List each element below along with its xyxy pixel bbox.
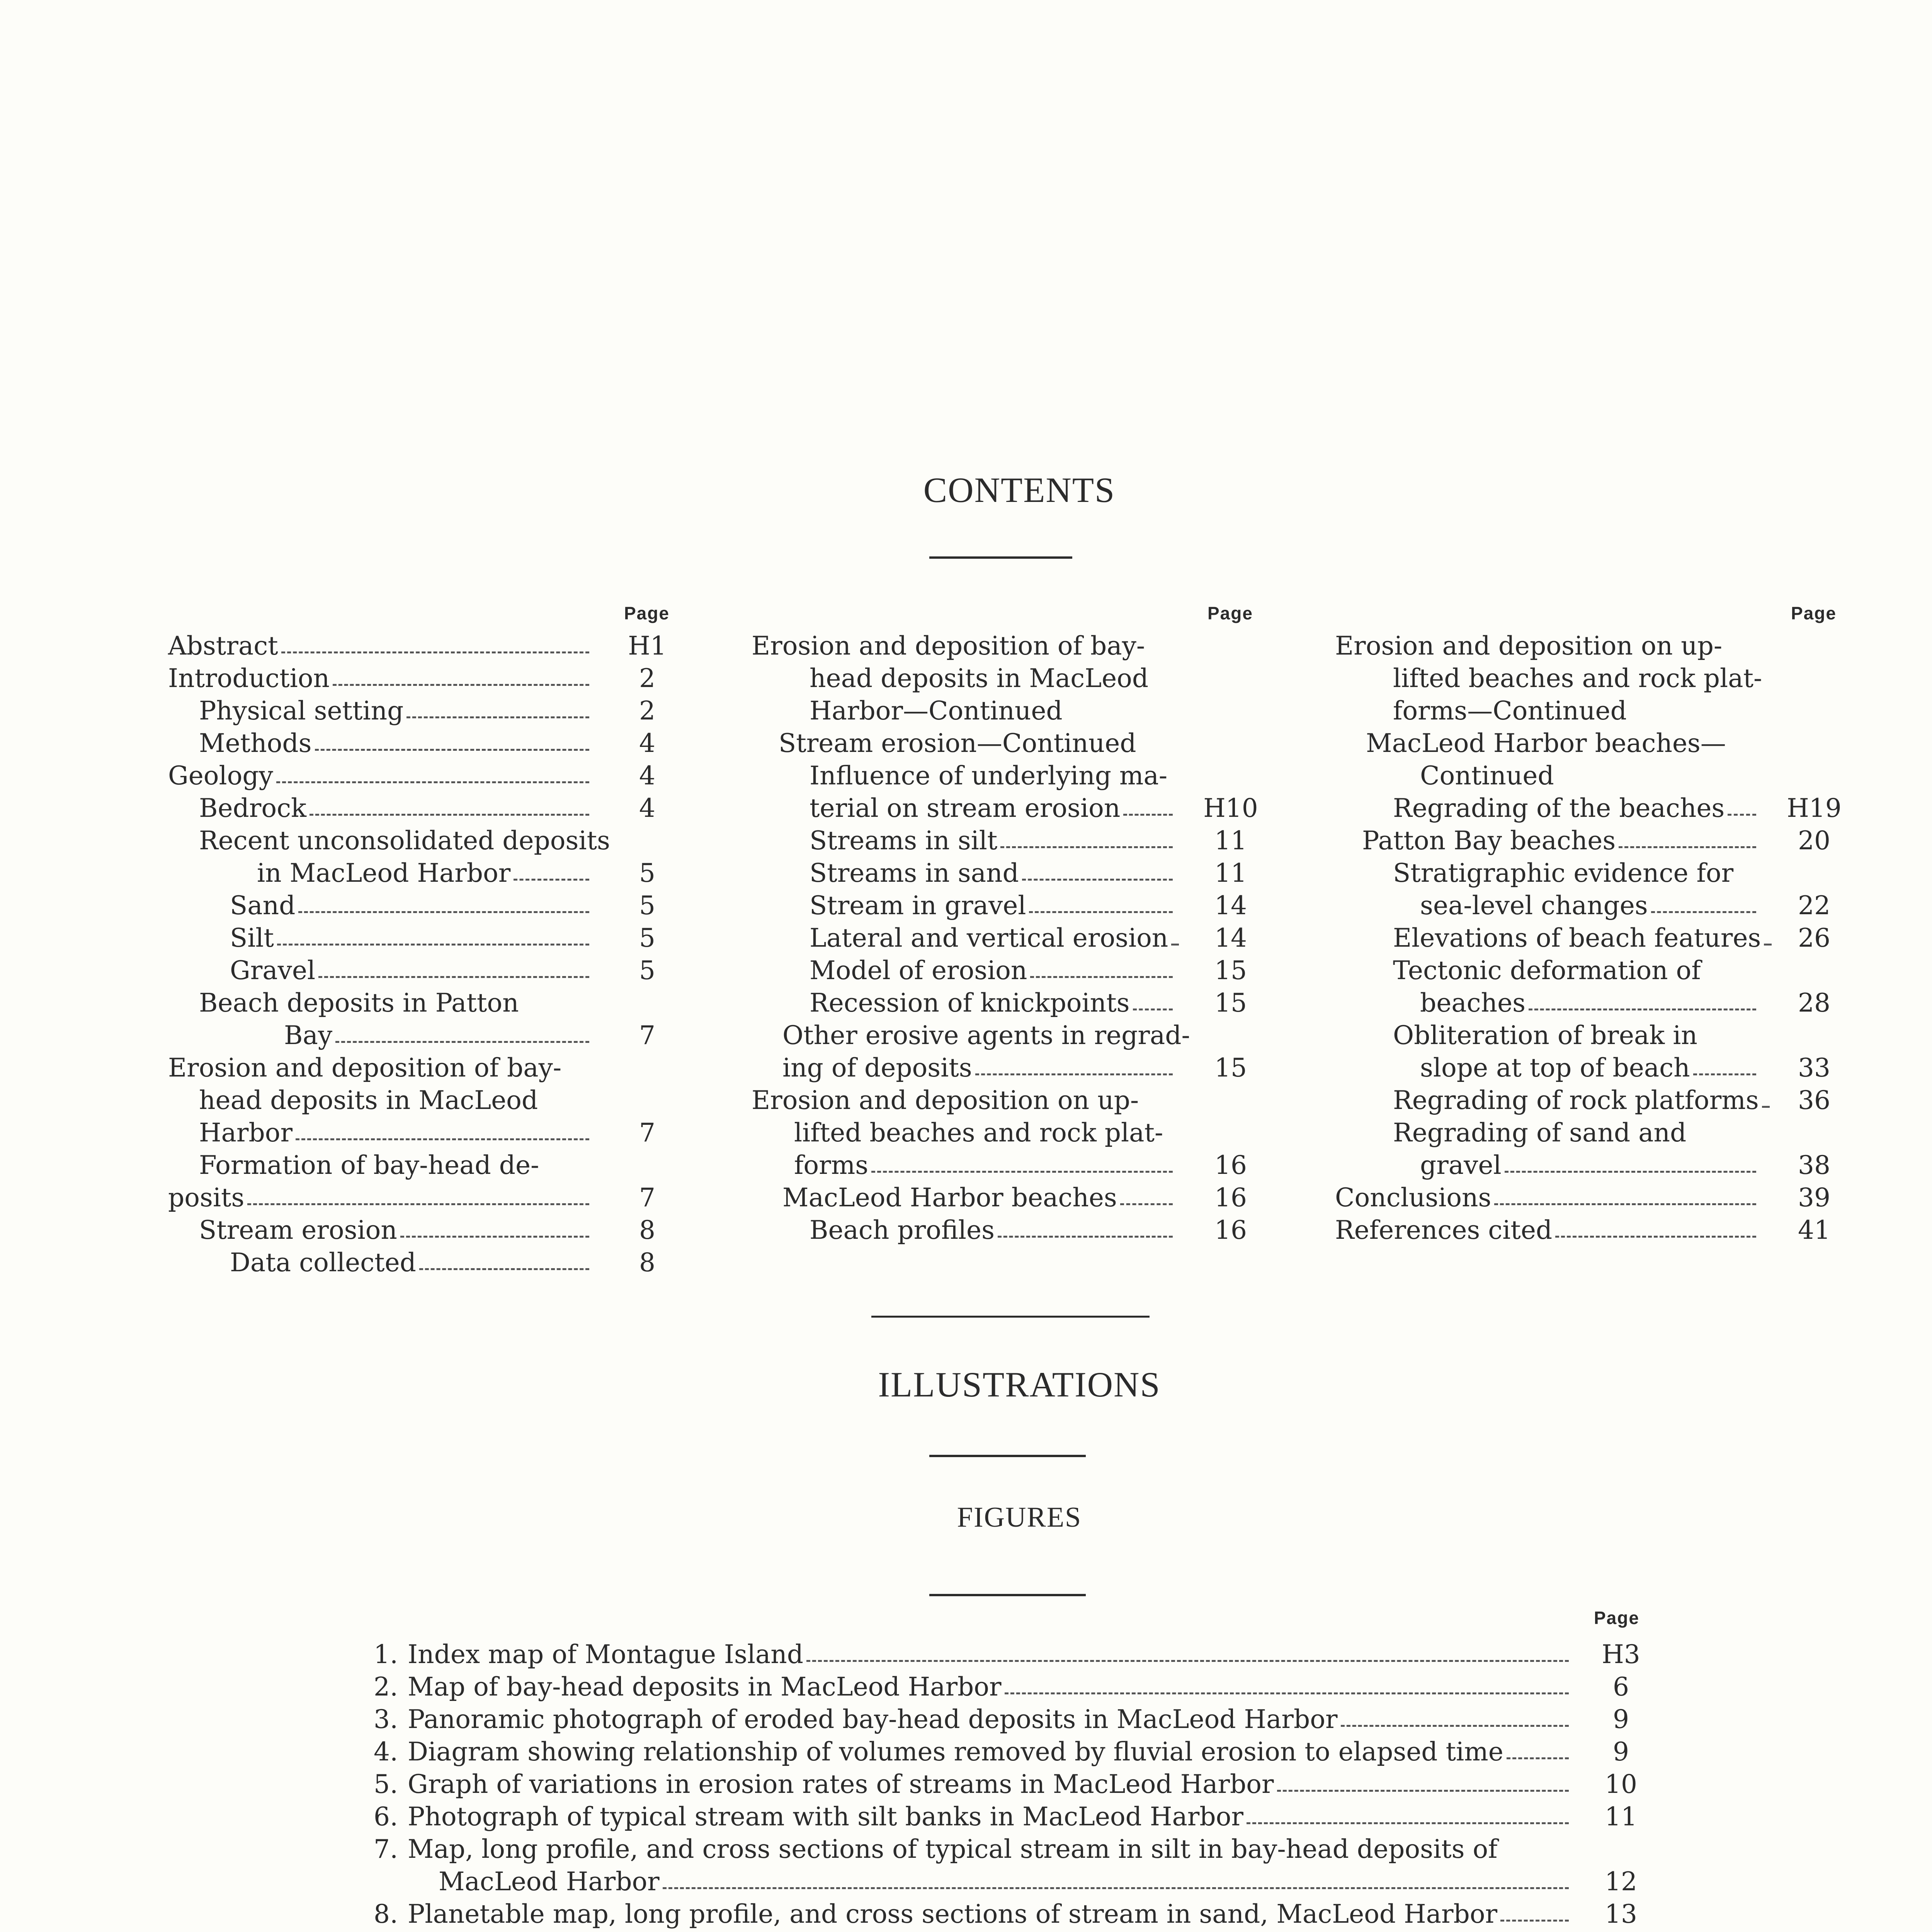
- figure-page-number: H3: [1602, 1639, 1640, 1669]
- dot-leader: [975, 1073, 1173, 1075]
- dot-leader: [1277, 1790, 1569, 1792]
- figure-title: [408, 1930, 1437, 1932]
- toc-entry-text: Patton Bay beaches: [1362, 826, 1616, 855]
- dot-leader: [998, 1236, 1173, 1238]
- toc-entry-text: Beach profiles: [810, 1215, 995, 1245]
- toc-entry: [1335, 922, 1853, 954]
- toc-entry-text: Continued: [1420, 761, 1554, 791]
- toc-entry: [168, 987, 686, 1052]
- toc-entry-text: forms—Continued: [1393, 696, 1627, 726]
- dot-leader: [1005, 1692, 1569, 1694]
- toc-entry: [1335, 1182, 1853, 1214]
- dot-leader: [247, 1203, 589, 1205]
- toc-page-number: 26: [1798, 923, 1830, 953]
- page-column-header: Page: [1791, 603, 1837, 623]
- toc-entry-text: lifted beaches and rock plat-: [1393, 663, 1762, 693]
- toc-entry: [1335, 1214, 1853, 1247]
- toc-page-number: 8: [639, 1215, 655, 1245]
- toc-page-number: 2: [639, 696, 655, 726]
- toc-page-number: H1: [628, 631, 667, 661]
- toc-entry-text: head deposits in MacLeod: [199, 1085, 538, 1115]
- illustrations-rule: [929, 1455, 1086, 1457]
- figure-title: Graph of variations in erosion rates of streams in MacLeod Harbor: [408, 1769, 1274, 1799]
- dot-leader: [806, 1660, 1569, 1662]
- toc-entry: [168, 727, 686, 760]
- toc-entry: [168, 695, 686, 727]
- toc-entry-text: Silt: [230, 923, 274, 953]
- figure-title: Diagram showing relationship of volumes removed by fluvial erosion to elapsed time: [408, 1737, 1503, 1767]
- toc-page-number: 5: [639, 891, 655, 920]
- toc-entry: [1335, 1084, 1853, 1117]
- toc-page-number: H19: [1787, 793, 1842, 823]
- toc-entry: [168, 1052, 686, 1149]
- toc-entry-text: Bay: [284, 1020, 333, 1050]
- toc-entry: [1335, 857, 1853, 922]
- toc-page-number: 33: [1798, 1053, 1830, 1083]
- toc-entry: [752, 630, 1269, 727]
- figure-entry: [344, 1768, 1696, 1801]
- figure-entry: [344, 1638, 1696, 1671]
- dot-leader: [871, 1171, 1173, 1173]
- toc-page-number: 15: [1214, 1053, 1247, 1083]
- illustrations-title: ILLUSTRATIONS: [878, 1365, 1161, 1404]
- dot-leader: [1000, 846, 1173, 848]
- toc-entry-text: Harbor: [199, 1118, 293, 1148]
- figure-page-number: 10: [1605, 1769, 1637, 1799]
- toc-page-number: 7: [639, 1118, 655, 1148]
- toc-entry: [168, 889, 686, 922]
- toc-entry: [752, 1084, 1269, 1182]
- figures-list: [344, 1604, 1696, 1932]
- toc-page-number: 4: [639, 793, 655, 823]
- toc-entry: [1335, 792, 1853, 825]
- toc-entry-text: head deposits in MacLeod: [810, 663, 1149, 693]
- dot-leader: [1619, 846, 1756, 848]
- figure-page-number: 6: [1613, 1672, 1629, 1702]
- toc-entry: [1335, 1019, 1853, 1084]
- toc-entry: [168, 922, 686, 954]
- contents-title: CONTENTS: [923, 470, 1116, 510]
- figure-entry: [344, 1703, 1696, 1736]
- toc-page-number: 2: [639, 663, 655, 693]
- dot-leader: [318, 976, 589, 978]
- dot-leader: [310, 814, 589, 816]
- toc-page-number: 15: [1214, 956, 1247, 985]
- dot-leader: [277, 944, 589, 946]
- figure-number: 6.: [374, 1802, 398, 1832]
- toc-page-number: 28: [1798, 988, 1830, 1018]
- figure-page-number: 9: [1613, 1704, 1629, 1734]
- toc-entry: [168, 1149, 686, 1214]
- toc-page-number: 38: [1798, 1150, 1830, 1180]
- dot-leader: [663, 1887, 1569, 1889]
- toc-entry-text: Beach deposits in Patton: [199, 988, 519, 1018]
- figure-page-number: 11: [1605, 1802, 1637, 1832]
- toc-entry-text: MacLeod Harbor beaches—: [1366, 728, 1726, 758]
- toc-entry: [1335, 825, 1853, 857]
- contents-rule: [929, 556, 1072, 559]
- toc-entry-text: MacLeod Harbor beaches: [782, 1183, 1117, 1213]
- toc-page-number: 15: [1214, 988, 1247, 1018]
- dot-leader: [335, 1041, 589, 1043]
- toc-entry-text: Erosion and deposition of bay-: [752, 631, 1145, 661]
- dot-leader: [296, 1138, 589, 1140]
- dot-leader: [1341, 1725, 1569, 1727]
- dot-leader: [400, 1236, 589, 1238]
- figure-number: 4.: [374, 1737, 398, 1767]
- toc-entry-text: terial on stream erosion: [810, 793, 1121, 823]
- dot-leader: [1764, 944, 1772, 946]
- toc-entry-text: Streams in sand: [810, 858, 1019, 888]
- toc-page-number: 11: [1214, 858, 1247, 888]
- figure-number: 2.: [374, 1672, 398, 1702]
- dot-leader: [333, 684, 589, 686]
- toc-entry-text: Erosion and deposition of bay-: [168, 1053, 562, 1083]
- figures-rule: [929, 1594, 1086, 1596]
- toc-page-number: 5: [639, 956, 655, 985]
- toc-entry: [752, 825, 1269, 857]
- toc-entry-text: posits: [168, 1183, 245, 1213]
- toc-entry-text: Stream erosion—Continued: [779, 728, 1136, 758]
- dot-leader: [406, 716, 589, 718]
- toc-entry: [168, 1247, 686, 1279]
- dot-leader: [1022, 879, 1173, 881]
- figure-title: Panoramic photograph of eroded bay-head deposits in MacLeod Harbor: [408, 1704, 1338, 1734]
- dot-leader: [1500, 1920, 1569, 1922]
- toc-entry: [168, 792, 686, 825]
- toc-entry-text: Erosion and deposition on up-: [752, 1085, 1139, 1115]
- toc-page-number: 16: [1214, 1150, 1247, 1180]
- toc-page-number: 7: [639, 1020, 655, 1050]
- page-column-header: Page: [1208, 603, 1253, 623]
- toc-entry-text: Bedrock: [199, 793, 307, 823]
- dot-leader: [1529, 1009, 1756, 1010]
- toc-entry: [752, 727, 1269, 760]
- toc-entry: [1335, 1117, 1853, 1182]
- dot-leader: [276, 781, 589, 783]
- toc-page-number: H10: [1203, 793, 1258, 823]
- toc-entry-text: Regrading of sand and: [1393, 1118, 1687, 1148]
- toc-entry-text: beaches: [1420, 988, 1526, 1018]
- toc-entry-text: Stream erosion: [199, 1215, 397, 1245]
- toc-entry-text: Stream in gravel: [810, 891, 1026, 920]
- toc-entry-text: slope at top of beach: [1420, 1053, 1690, 1083]
- dot-leader: [298, 911, 589, 913]
- toc-page-number: 22: [1798, 891, 1830, 920]
- toc-entry: [752, 1182, 1269, 1214]
- toc-entry-text: Gravel: [230, 956, 316, 985]
- toc-page-number: 36: [1798, 1085, 1830, 1115]
- page-column-header: Page: [624, 603, 670, 623]
- toc-entry: [168, 630, 686, 662]
- toc-entry: [168, 954, 686, 987]
- figure-entry: [344, 1736, 1696, 1768]
- toc-page-number: 14: [1214, 923, 1247, 953]
- toc-entry-text: Obliteration of break in: [1393, 1020, 1697, 1050]
- toc-entry: [752, 922, 1269, 954]
- dot-leader: [1030, 976, 1173, 978]
- toc-entry: [752, 857, 1269, 889]
- toc-page-number: 7: [639, 1183, 655, 1213]
- toc-entry: [752, 1214, 1269, 1247]
- toc-entry-text: Sand: [230, 891, 296, 920]
- toc-entry-text: Recent unconsolidated deposits: [199, 826, 610, 855]
- toc-entry-text: Introduction: [168, 663, 330, 693]
- dot-leader: [1123, 814, 1173, 816]
- toc-page-number: 39: [1798, 1183, 1830, 1213]
- dot-leader: [1247, 1822, 1569, 1824]
- toc-entry-text: sea-level changes: [1420, 891, 1648, 920]
- toc-entry-text: Influence of underlying ma-: [810, 761, 1168, 791]
- toc-entry-text: Data collected: [230, 1248, 416, 1277]
- toc-entry: [168, 1214, 686, 1247]
- dot-leader: [514, 879, 589, 881]
- page-column-header: Page: [1594, 1608, 1639, 1628]
- dot-leader: [1555, 1236, 1756, 1238]
- toc-entry-text: Formation of bay-head de-: [199, 1150, 539, 1180]
- toc-entry-text: Conclusions: [1335, 1183, 1492, 1213]
- figure-title: MacLeod Harbor: [439, 1867, 660, 1896]
- figure-number: 1.: [374, 1639, 398, 1669]
- toc-page-number: 8: [639, 1248, 655, 1277]
- toc-entry-text: Streams in silt: [810, 826, 998, 855]
- figure-number: 8.: [374, 1899, 398, 1929]
- toc-entry: [752, 1019, 1269, 1084]
- toc-entry: [1335, 727, 1853, 792]
- figure-entry: [344, 1898, 1696, 1930]
- dot-leader: [1507, 1757, 1569, 1759]
- figure-entry: [344, 1833, 1696, 1898]
- dot-leader: [1651, 911, 1756, 913]
- toc-entry: [752, 987, 1269, 1019]
- figure-number: [344, 1930, 398, 1932]
- figure-title: Planetable map, long profile, and cross sections of stream in sand, MacLeod Harbor: [408, 1899, 1498, 1929]
- dot-leader: [1120, 1203, 1173, 1205]
- toc-page-number: 11: [1214, 826, 1247, 855]
- toc-entry-text: lifted beaches and rock plat-: [794, 1118, 1163, 1148]
- toc-entry-text: Lateral and vertical erosion: [810, 923, 1168, 953]
- figure-number: 5.: [374, 1769, 398, 1799]
- figure-page-number: 12: [1605, 1867, 1637, 1896]
- figure-page-number: [1577, 1930, 1665, 1932]
- toc-entry-text: gravel: [1420, 1150, 1502, 1180]
- figure-number: 7.: [374, 1834, 398, 1864]
- toc-entry-text: Regrading of the beaches: [1393, 793, 1725, 823]
- dot-leader: [1029, 911, 1173, 913]
- dot-leader: [1728, 814, 1756, 816]
- toc-entry-text: Abstract: [168, 631, 278, 661]
- figure-entry: [344, 1671, 1696, 1703]
- figure-entry: [344, 1801, 1696, 1833]
- figures-title: FIGURES: [957, 1502, 1082, 1533]
- toc-entry-text: Elevations of beach features: [1393, 923, 1761, 953]
- toc-entry: [168, 760, 686, 792]
- toc-entry-text: Recession of knickpoints: [810, 988, 1130, 1018]
- toc-entry-text: Erosion and deposition on up-: [1335, 631, 1723, 661]
- figure-entry: [344, 1930, 1696, 1932]
- dot-leader: [1171, 944, 1179, 946]
- figure-title: Map, long profile, and cross sections of typical stream in silt in bay-head deposits of: [408, 1834, 1498, 1864]
- toc-entry: [752, 760, 1269, 825]
- dot-leader: [419, 1268, 589, 1270]
- figure-page-number: 9: [1613, 1737, 1629, 1767]
- toc-page-number: 16: [1214, 1183, 1247, 1213]
- figure-title: Photograph of typical stream with silt banks in MacLeod Harbor: [408, 1802, 1243, 1832]
- dot-leader: [281, 651, 589, 653]
- toc-entry-text: in MacLeod Harbor: [257, 858, 511, 888]
- toc-entry: [168, 825, 686, 889]
- dot-leader: [1505, 1171, 1756, 1173]
- dot-leader: [1133, 1009, 1173, 1010]
- toc-page-number: 20: [1798, 826, 1830, 855]
- toc-entry: [752, 954, 1269, 987]
- toc-entry: [1335, 954, 1853, 1019]
- figure-title: Map of bay-head deposits in MacLeod Harbor: [408, 1672, 1002, 1702]
- figure-title: Index map of Montague Island: [408, 1639, 804, 1669]
- figure-page-number: 13: [1605, 1899, 1637, 1929]
- toc-entry-text: Tectonic deformation of: [1393, 956, 1701, 985]
- toc-entry-text: Methods: [199, 728, 312, 758]
- toc-entry: [752, 889, 1269, 922]
- toc-entry-text: Harbor—Continued: [810, 696, 1063, 726]
- dot-leader: [1494, 1203, 1756, 1205]
- toc-entry-text: Model of erosion: [810, 956, 1027, 985]
- dot-leader: [1762, 1106, 1770, 1108]
- toc-entry-text: Stratigraphic evidence for: [1393, 858, 1734, 888]
- toc-entry: [168, 662, 686, 695]
- toc-page-number: 4: [639, 761, 655, 791]
- toc-page-number: 14: [1214, 891, 1247, 920]
- toc-page-number: 5: [639, 858, 655, 888]
- toc-page-number: 5: [639, 923, 655, 953]
- section-divider: [871, 1316, 1150, 1318]
- toc-entry-text: Geology: [168, 761, 273, 791]
- toc-entry-text: References cited: [1335, 1215, 1553, 1245]
- toc-entry-text: Physical setting: [199, 696, 404, 726]
- toc-entry-text: Regrading of rock platforms: [1393, 1085, 1759, 1115]
- dot-leader: [1693, 1073, 1756, 1075]
- toc-page-number: 4: [639, 728, 655, 758]
- toc-page-number: 16: [1214, 1215, 1247, 1245]
- figure-number: 3.: [374, 1704, 398, 1734]
- toc-entry: [1335, 630, 1853, 727]
- toc-entry-text: forms: [794, 1150, 869, 1180]
- dot-leader: [315, 749, 589, 751]
- toc-entry-text: Other erosive agents in regrad-: [782, 1020, 1190, 1050]
- toc-entry-text: ing of deposits: [782, 1053, 972, 1083]
- toc-page-number: 41: [1798, 1215, 1830, 1245]
